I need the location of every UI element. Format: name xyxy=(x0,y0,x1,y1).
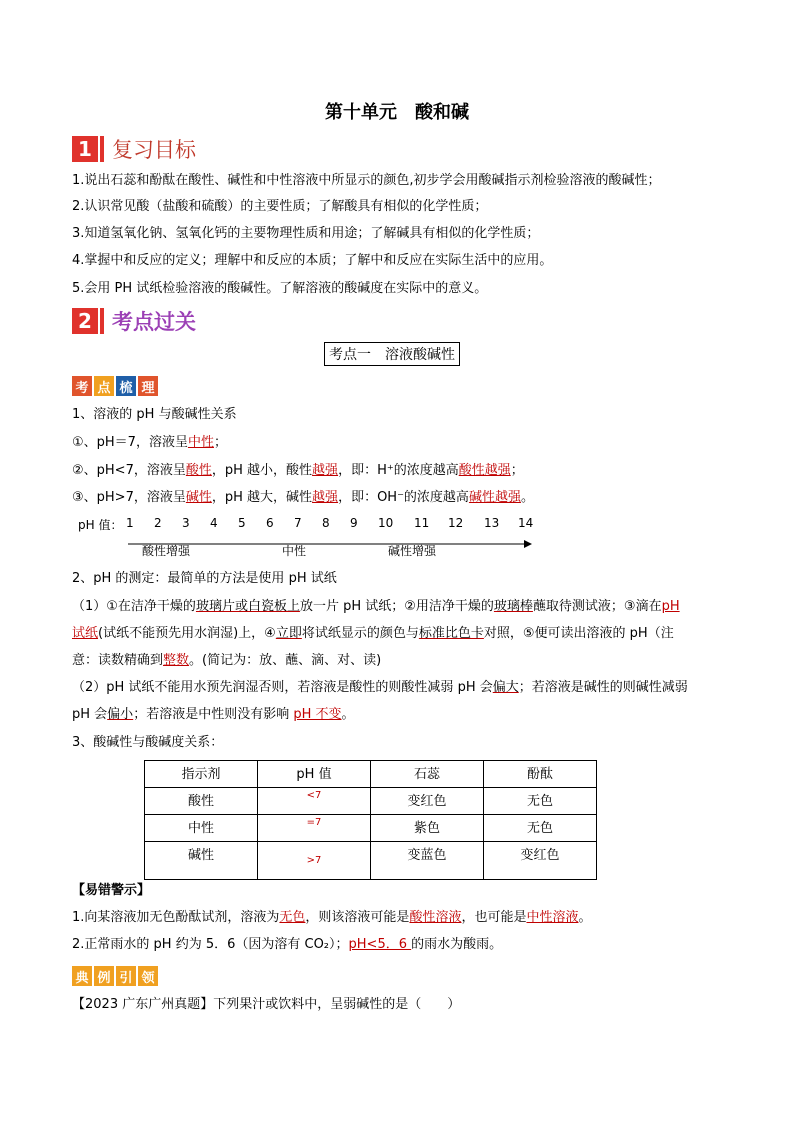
ph-tick: 3 xyxy=(182,516,190,530)
tag-char: 梳 xyxy=(116,376,136,396)
ph-line-3: ③、pH>7，溶液呈碱性，pH 越大，碱性越强，即：OH⁻的浓度越高碱性越强。 xyxy=(72,490,534,505)
tag-kaodian-shuli xyxy=(72,376,158,396)
table-cell: <7 xyxy=(258,788,371,815)
table-cell: 无色 xyxy=(484,815,597,842)
ph-line-1: ①、pH＝7，溶液呈中性； xyxy=(72,435,227,450)
warning-2: 2.正常雨水的 pH 约为 5．6（因为溶有 CO₂）；pH<5．6 的雨水为酸雨。 xyxy=(72,937,503,952)
method-line-3: 意：读数精确到整数。(简记为：放、蘸、滴、对、读) xyxy=(72,653,382,668)
wet-paper-line-2: pH 会偏小；若溶液是中性则没有影响 pH 不变。 xyxy=(72,707,355,722)
warning-heading: 【易错警示】 xyxy=(72,883,151,898)
ph-tick: 6 xyxy=(266,516,274,530)
section-title: 考点过关 xyxy=(112,310,196,334)
table-cell: 碱性 xyxy=(145,842,258,880)
ph-scale-label: pH 值： xyxy=(78,518,123,532)
table-cell: 酚酞 xyxy=(484,761,597,788)
method-line-1: （1）①在洁净干燥的玻璃片或白瓷板上放一片 pH 试纸；②用洁净干燥的玻璃棒蘸取待测试液；③滴在pH xyxy=(72,599,680,614)
objective-5: 5.会用 PH 试纸检验溶液的酸碱性。了解溶液的酸碱度在实际中的意义。 xyxy=(72,281,488,296)
table-cell: 指示剂 xyxy=(145,761,258,788)
table-cell: =7 xyxy=(258,815,371,842)
section-header-kaodian xyxy=(72,306,196,336)
objective-4: 4.掌握中和反应的定义；理解中和反应的本质；了解中和反应在实际生活中的应用。 xyxy=(72,253,553,268)
section-title: 复习目标 xyxy=(112,138,196,162)
ph-tick: 12 xyxy=(448,516,464,530)
relation-heading: 3、酸碱性与酸碱度关系： xyxy=(72,735,224,750)
table-row xyxy=(145,815,597,842)
ph-line-2: ②、pH<7，溶液呈酸性，pH 越小，酸性越强，即：H⁺的浓度越高酸性越强； xyxy=(72,463,524,478)
table-row xyxy=(145,788,597,815)
ph-tick: 9 xyxy=(350,516,358,530)
table-cell: >7 xyxy=(258,842,371,880)
section-bar xyxy=(100,308,104,334)
table-cell: 紫色 xyxy=(371,815,484,842)
table-cell: 变蓝色 xyxy=(371,842,484,880)
section-bar xyxy=(100,136,104,162)
table-cell: 中性 xyxy=(145,815,258,842)
table-cell: 酸性 xyxy=(145,788,258,815)
objective-3: 3.知道氢氧化钠、氢氧化钙的主要物理性质和用途；了解碱具有相似的化学性质； xyxy=(72,226,540,241)
table-cell: 石蕊 xyxy=(371,761,484,788)
table-header-row xyxy=(145,761,597,788)
ph-tick: 1 xyxy=(126,516,134,530)
section-header-objectives xyxy=(72,134,196,164)
tag-char: 引 xyxy=(116,966,136,986)
page-title: 第十单元 酸和碱 xyxy=(325,102,469,123)
method-line-2: 试纸(试纸不能预先用水润湿)上，④立即将试纸显示的颜色与标准比色卡对照，⑤便可读出溶液的 pH（注 xyxy=(72,626,674,641)
ph-tick: 8 xyxy=(322,516,330,530)
tag-char: 考 xyxy=(72,376,92,396)
wet-paper-line-1: （2）pH 试纸不能用水预先润湿否则，若溶液是酸性的则酸性减弱 pH 会偏大；若溶液是碱性的则碱性减弱 xyxy=(72,680,688,695)
acid-label: 酸性增强 xyxy=(142,544,191,558)
tag-char: 理 xyxy=(138,376,158,396)
ph-tick: 7 xyxy=(294,516,302,530)
section-number: 2 xyxy=(72,308,98,334)
indicator-table xyxy=(144,760,597,880)
base-label: 碱性增强 xyxy=(388,544,437,558)
ph-tick: 11 xyxy=(414,516,430,530)
tag-dianli-yinling xyxy=(72,966,158,986)
tag-char: 例 xyxy=(94,966,114,986)
tag-char: 点 xyxy=(94,376,114,396)
ph-heading: 1、溶液的 pH 与酸碱性关系 xyxy=(72,407,237,422)
ph-tick: 2 xyxy=(154,516,162,530)
objective-1: 1.说出石蕊和酚酞在酸性、碱性和中性溶液中所显示的颜色,初步学会用酸碱指示剂检验溶液的酸碱性； xyxy=(72,173,661,188)
tag-char: 领 xyxy=(138,966,158,986)
table-cell: pH 值 xyxy=(258,761,371,788)
table-cell: 无色 xyxy=(484,788,597,815)
ph-tick: 5 xyxy=(238,516,246,530)
ph-tick: 13 xyxy=(484,516,500,530)
table-cell: 变红色 xyxy=(371,788,484,815)
objective-2: 2.认识常见酸（盐酸和硫酸）的主要性质；了解酸具有相似的化学性质； xyxy=(72,199,488,214)
ph-tick: 10 xyxy=(378,516,394,530)
table-cell: 变红色 xyxy=(484,842,597,880)
ph-tick: 4 xyxy=(210,516,218,530)
neutral-label: 中性 xyxy=(282,544,307,558)
table-row xyxy=(145,842,597,880)
tag-char: 典 xyxy=(72,966,92,986)
topic-box: 考点一 溶液酸碱性 xyxy=(324,342,460,366)
warning-1: 1.向某溶液加无色酚酞试剂，溶液为无色，则该溶液可能是酸性溶液，也可能是中性溶液。 xyxy=(72,910,592,925)
ph-tick: 14 xyxy=(518,516,534,530)
ph-measure-heading: 2、pH 的测定：最简单的方法是使用 pH 试纸 xyxy=(72,571,337,586)
section-number: 1 xyxy=(72,136,98,162)
example-question: 【2023 广东广州真题】下列果汁或饮料中，呈弱碱性的是（ ） xyxy=(72,997,461,1012)
